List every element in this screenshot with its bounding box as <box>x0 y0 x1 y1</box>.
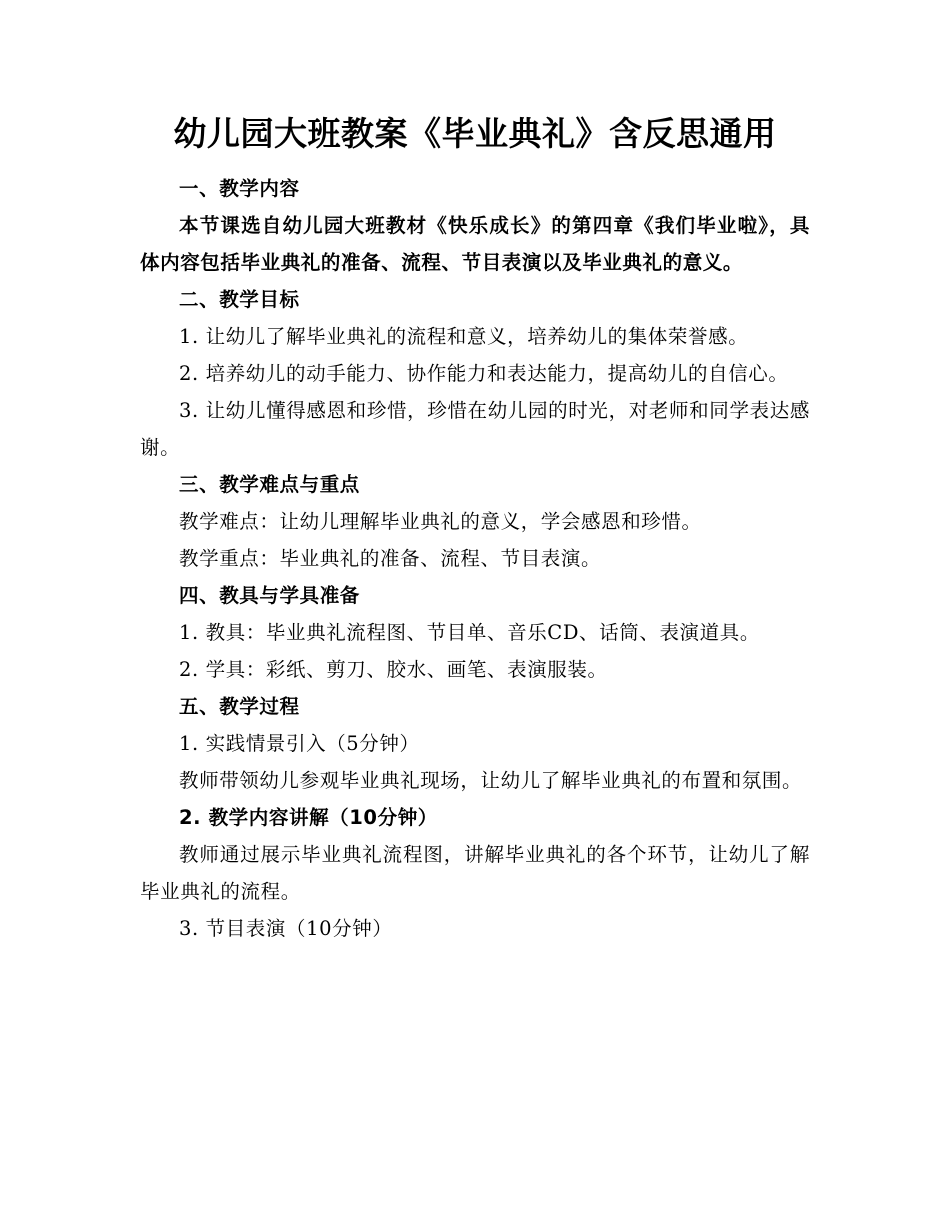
process-step-1-description: 教师带领幼儿参观毕业典礼现场，让幼儿了解毕业典礼的布置和氛围。 <box>179 769 803 792</box>
process-step-2: 2. 教学内容讲解（10分钟） <box>179 806 438 829</box>
materials-item-2: 2. 学具：彩纸、剪刀、胶水、画笔、表演服装。 <box>179 658 608 681</box>
difficulty-text: 教学难点：让幼儿理解毕业典礼的意义，学会感恩和珍惜。 <box>179 510 702 533</box>
paragraph-content-description: 本节课选自幼儿园大班教材《快乐成长》的第四章《我们毕业啦》，具体内容包括毕业典礼的准备、流程、节目表演以及毕业典礼的意义。 <box>140 214 810 274</box>
document-title: 幼儿园大班教案《毕业典礼》含反思通用 <box>173 114 777 153</box>
document-page <box>140 108 810 947</box>
process-step-2-description: 教师通过展示毕业典礼流程图，讲解毕业典礼的各个环节，让幼儿了解毕业典礼的流程。 <box>140 843 810 903</box>
materials-item-1: 1. 教具：毕业典礼流程图、节目单、音乐CD、话筒、表演道具。 <box>179 621 760 644</box>
section-heading-content: 一、教学内容 <box>179 177 300 200</box>
section-heading-difficulties: 三、教学难点与重点 <box>179 473 360 496</box>
process-step-3: 3. 节目表演（10分钟） <box>179 917 393 940</box>
section-heading-materials: 四、教具与学具准备 <box>179 584 360 607</box>
document-body <box>140 170 810 947</box>
goal-item-3: 3. 让幼儿懂得感恩和珍惜，珍惜在幼儿园的时光，对老师和同学表达感谢。 <box>140 399 810 459</box>
section-heading-process: 五、教学过程 <box>179 695 300 718</box>
goal-item-1: 1. 让幼儿了解毕业典礼的流程和意义，培养幼儿的集体荣誉感。 <box>179 325 749 348</box>
key-point-text: 教学重点：毕业典礼的准备、流程、节目表演。 <box>179 547 602 570</box>
section-heading-goals: 二、教学目标 <box>179 288 300 311</box>
goal-item-2: 2. 培养幼儿的动手能力、协作能力和表达能力，提高幼儿的自信心。 <box>179 362 789 385</box>
process-step-1: 1. 实践情景引入（5分钟） <box>179 732 420 755</box>
